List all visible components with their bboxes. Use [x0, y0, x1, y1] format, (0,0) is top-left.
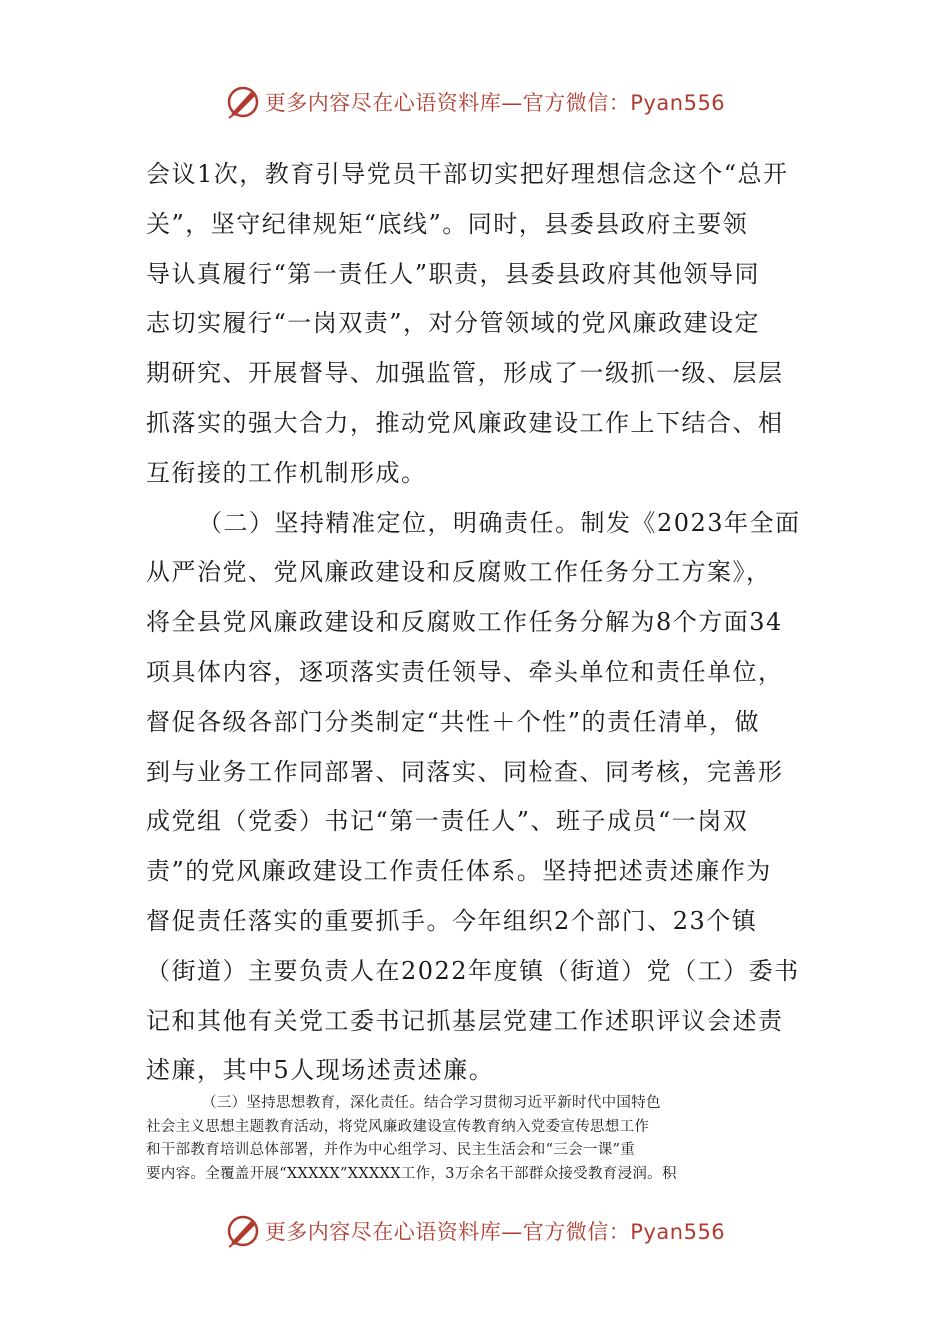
body-line: 导认真履行“第一责任人”职责，县委县政府其他领导同 — [146, 259, 761, 288]
pen-logo-icon — [225, 1213, 261, 1249]
watermark-banner-top — [0, 82, 950, 122]
body-line: 期研究、开展督导、加强监管，形成了一级抓一级、层层 — [146, 359, 784, 388]
body-line: 责”的党风廉政建设工作责任体系。坚持把述责述廉作为 — [146, 857, 772, 886]
body-line: 志切实履行“一岗双责”，对分管领域的党风廉政建设定 — [146, 309, 761, 338]
document-body — [146, 150, 808, 1096]
watermark-text: 更多内容尽在心语资料库—官方微信：Pyan556 — [264, 91, 726, 115]
body-line: 项具体内容，逐项落实责任领导、牵头单位和责任单位， — [146, 657, 784, 686]
body-line: 会议1次，教育引导党员干部切实把好理想信念这个“总开 — [146, 160, 789, 188]
body-line: 关”，坚守纪律规矩“底线”。同时，县委县政府主要领 — [146, 209, 749, 238]
body-line: 成党组（党委）书记“第一责任人”、班子成员“一岗双 — [146, 807, 749, 836]
body-line: 互衔接的工作机制形成。 — [146, 458, 427, 487]
body-line: 督促责任落实的重要抓手。今年组织2个部门、23个镇 — [146, 906, 758, 935]
watermark-text: 更多内容尽在心语资料库—官方微信：Pyan556 — [264, 1220, 726, 1244]
body-line: 述廉，其中5人现场述责述廉。 — [146, 1056, 495, 1085]
small-body-line: 和干部教育培训总体部署，并作为中心组学习、民主生活会和“三会一课”重 — [146, 1142, 636, 1158]
pen-logo-icon — [225, 84, 261, 120]
body-line: 抓落实的强大合力，推动党风廉政建设工作上下结合、相 — [146, 408, 784, 437]
small-body-line: 要内容。全覆盖开展“XXXXX”XXXXX工作，3万余名干部群众接受教育浸润。积 — [146, 1165, 677, 1182]
section-heading-line: （二）坚持精准定位，明确责任。制发《2023年全面 — [198, 508, 801, 537]
small-print-section — [146, 1092, 808, 1186]
watermark-banner-bottom — [0, 1211, 950, 1251]
body-line: 从严治党、党风廉政建设和反腐败工作任务分工方案》， — [146, 558, 772, 587]
small-heading-line: （三）坚持思想教育，深化责任。结合学习贯彻习近平新时代中国特色 — [202, 1095, 661, 1111]
body-line: 督促各级各部门分类制定“共性＋个性”的责任清单，做 — [146, 707, 761, 736]
body-line: 记和其他有关党工委书记抓基层党建工作述职评议会述责 — [146, 1006, 784, 1035]
body-line: （街道）主要负责人在2022年度镇（街道）党（工）委书 — [146, 956, 800, 985]
body-line: 到与业务工作同部署、同落实、同检查、同考核，完善形 — [146, 757, 784, 786]
small-body-line: 社会主义思想主题教育活动，将党风廉政建设宣传教育纳入党委宣传思想工作 — [146, 1118, 650, 1135]
body-line: 将全县党风廉政建设和反腐败工作任务分解为8个方面34 — [146, 608, 783, 637]
